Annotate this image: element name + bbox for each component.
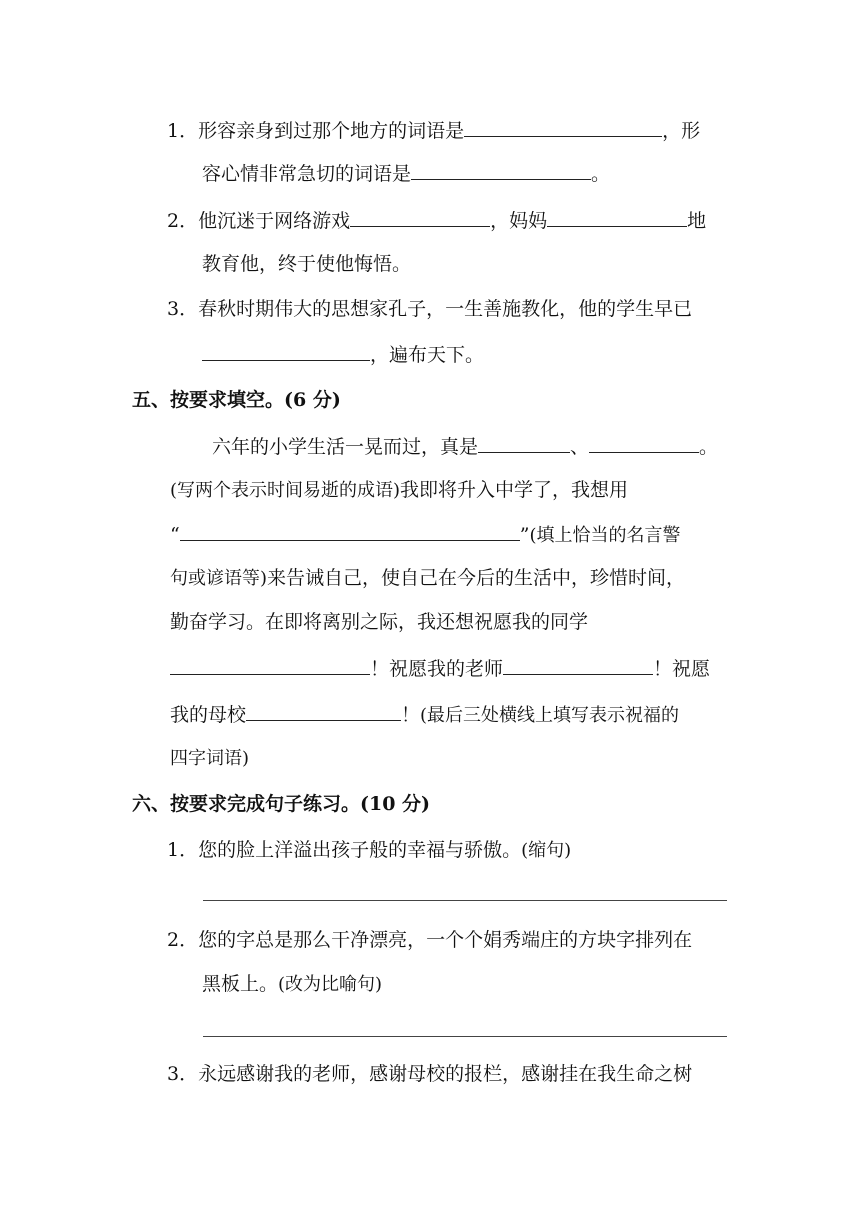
fill-blank[interactable] xyxy=(478,434,570,453)
question-text: 永远感谢我的老师，感谢母校的报栏，感谢挂在我生命之树 xyxy=(198,1063,693,1085)
question-text: 教育他，终于使他悔悟。 xyxy=(202,253,412,275)
s5-line7 xyxy=(170,702,679,726)
paragraph-text: 我的母校 xyxy=(170,704,247,726)
s4-q2-line2 xyxy=(202,252,411,276)
question-text: 您的脸上洋溢出孩子般的幸福与骄傲。 xyxy=(198,839,522,861)
instruction-note: (缩句) xyxy=(521,840,572,861)
question-number: 2． xyxy=(167,929,199,951)
s5-line8 xyxy=(170,746,249,770)
question-number: 2． xyxy=(167,210,199,232)
question-text: 。 xyxy=(591,163,611,185)
paragraph-text: 六年的小学生活一晃而过，真是 xyxy=(212,436,479,458)
paragraph-text: ！ xyxy=(401,704,421,726)
instruction-note: (最后三处横线上填写表示祝福的 xyxy=(420,705,680,726)
instruction-note: (改为比喻句) xyxy=(278,974,383,995)
question-text: ，形 xyxy=(662,120,701,142)
s5-line4 xyxy=(170,566,685,590)
question-number: 1． xyxy=(167,839,199,861)
paragraph-text: 、 xyxy=(570,436,590,458)
s6-q2-line1 xyxy=(167,928,692,952)
answer-line[interactable] xyxy=(203,900,727,901)
s4-q1-line1 xyxy=(167,118,700,142)
question-number: 1． xyxy=(167,120,199,142)
s4-q2-line1 xyxy=(167,208,706,232)
paragraph-text: ！祝愿 xyxy=(653,658,711,680)
s6-q1-line1 xyxy=(167,838,571,862)
paragraph-text: 。 xyxy=(699,436,719,458)
fill-blank[interactable] xyxy=(547,208,687,227)
answer-line[interactable] xyxy=(203,1036,727,1037)
fill-blank[interactable] xyxy=(350,208,490,227)
s4-q1-line2 xyxy=(202,161,610,185)
s6-q3-line1 xyxy=(167,1062,692,1086)
quote-mark: ” xyxy=(519,524,530,546)
question-text: 地 xyxy=(687,210,707,232)
instruction-note: 句或谚语等) xyxy=(170,568,268,589)
paragraph-text: ！祝愿我的老师 xyxy=(370,658,504,680)
question-text: 容心情非常急切的词语是 xyxy=(202,163,412,185)
section6-title: 六、按要求完成句子练习。(10 分) xyxy=(132,793,431,815)
question-text: 他沉迷于网络游戏 xyxy=(198,210,351,232)
s5-line6 xyxy=(170,656,710,680)
question-text: ，妈妈 xyxy=(490,210,548,232)
question-number: 3． xyxy=(167,298,199,320)
fill-blank[interactable] xyxy=(589,434,699,453)
instruction-note: (写两个表示时间易逝的成语) xyxy=(170,480,401,501)
fill-blank[interactable] xyxy=(202,342,370,361)
s5-line3 xyxy=(170,522,680,546)
instruction-note: 四字词语) xyxy=(170,748,250,769)
section5-title: 五、按要求填空。(6 分) xyxy=(132,389,341,411)
s5-line2 xyxy=(170,478,628,502)
question-number: 3． xyxy=(167,1063,199,1085)
fill-blank[interactable] xyxy=(464,118,662,137)
fill-blank[interactable] xyxy=(180,522,520,541)
question-text: 黑板上。 xyxy=(202,973,279,995)
paragraph-text: 来告诫自己，使自己在今后的生活中，珍惜时间， xyxy=(267,567,686,589)
s4-q3-line2 xyxy=(202,342,484,366)
instruction-note: (填上恰当的名言警 xyxy=(529,525,681,546)
s4-q3-line1 xyxy=(167,297,692,321)
question-text: 您的字总是那么干净漂亮，一个个娟秀端庄的方块字排列在 xyxy=(198,929,693,951)
quote-mark: “ xyxy=(170,524,180,546)
paragraph-text: 勤奋学习。在即将离别之际，我还想祝愿我的同学 xyxy=(170,611,589,633)
fill-blank[interactable] xyxy=(503,656,653,675)
question-text: ，遍布天下。 xyxy=(370,344,485,366)
fill-blank[interactable] xyxy=(170,656,370,675)
s6-q2-line2 xyxy=(202,972,382,996)
question-text: 春秋时期伟大的思想家孔子，一生善施教化，他的学生早已 xyxy=(198,298,693,320)
s5-line1 xyxy=(212,434,718,458)
fill-blank[interactable] xyxy=(246,702,401,721)
fill-blank[interactable] xyxy=(411,161,591,180)
s5-line5 xyxy=(170,610,588,634)
paragraph-text: 我即将升入中学了，我想用 xyxy=(400,479,629,501)
question-text: 形容亲身到过那个地方的词语是 xyxy=(198,120,465,142)
